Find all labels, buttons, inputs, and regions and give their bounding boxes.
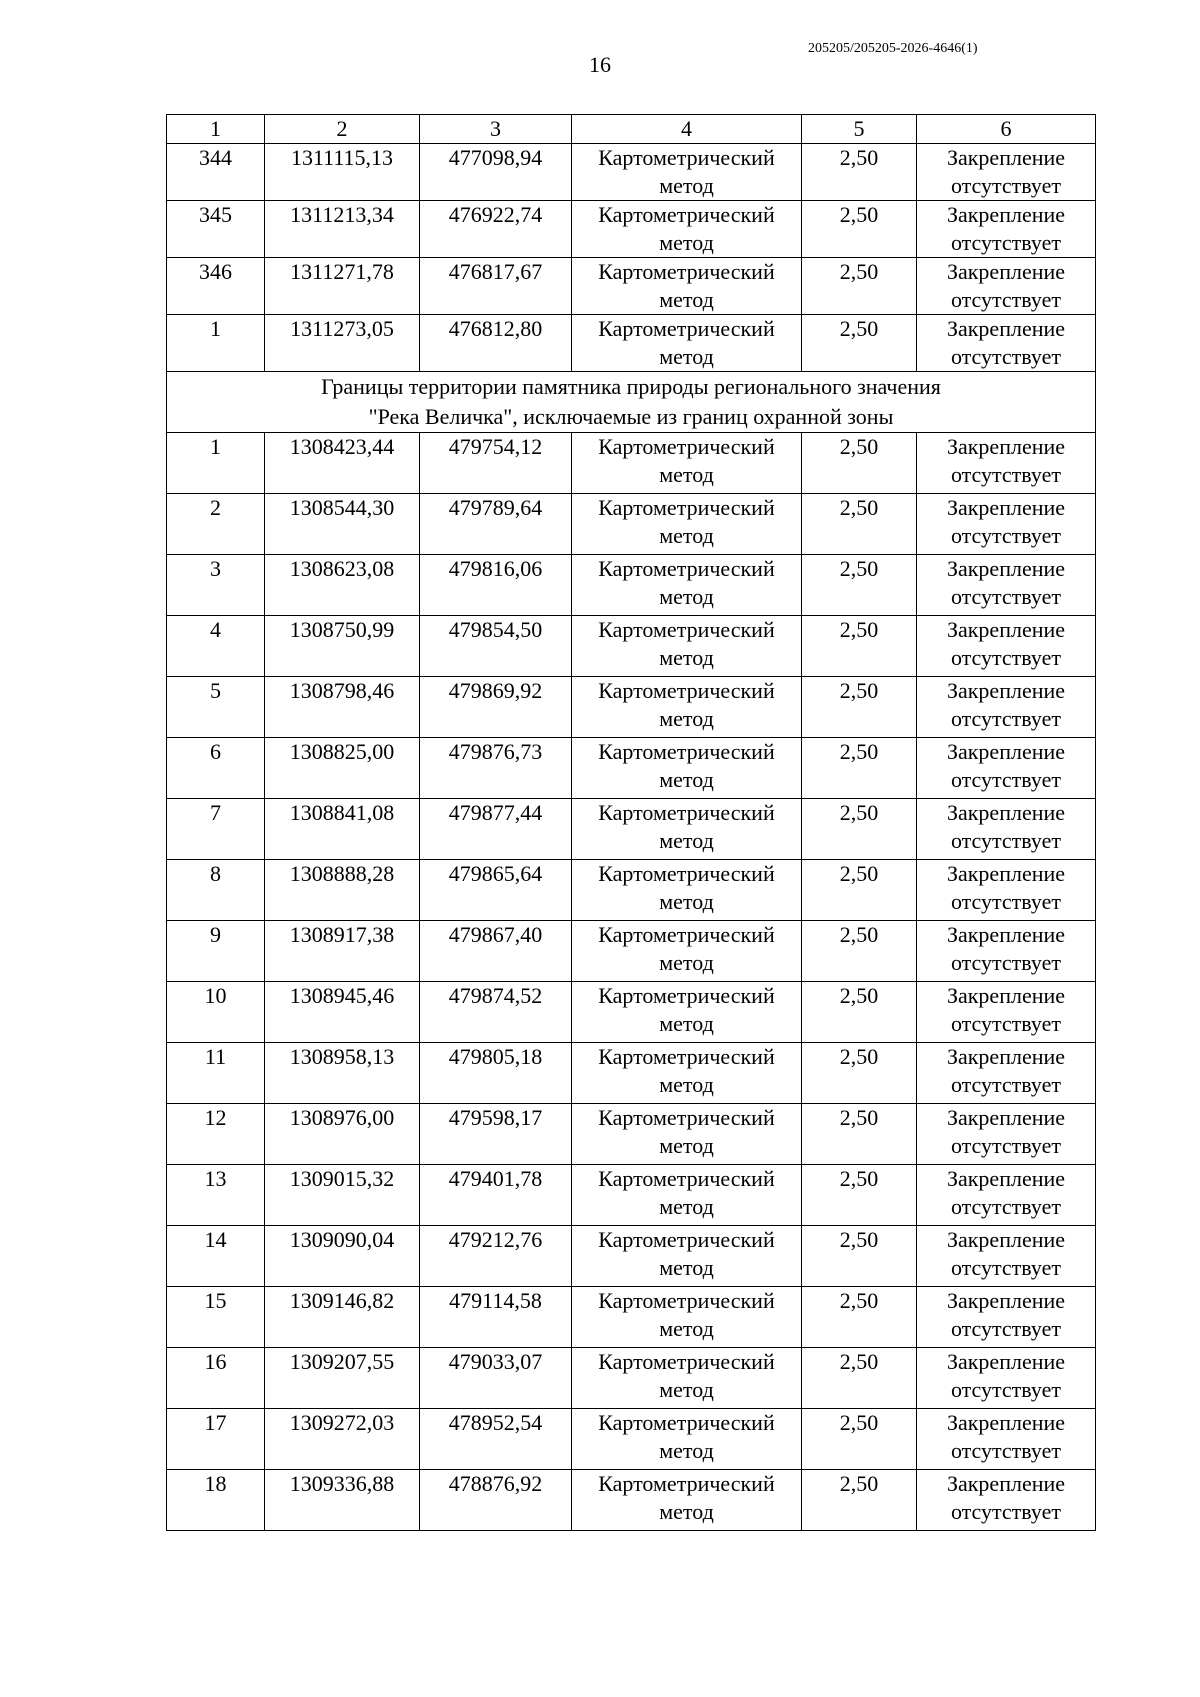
table-row — [167, 315, 1096, 372]
fixation-cell — [917, 1165, 1096, 1226]
accuracy-cell: 2,50 — [802, 258, 917, 315]
fixation-cell-line: отсутствует — [950, 889, 1062, 914]
fixation-cell-line: отсутствует — [950, 287, 1062, 312]
fixation-cell-line: отсутствует — [950, 1011, 1062, 1036]
method-cell — [572, 258, 802, 315]
fixation-cell-line: отсутствует — [950, 1316, 1062, 1341]
coordinate-y-cell: 479876,73 — [420, 738, 572, 799]
method-cell-line: метод — [659, 1133, 714, 1158]
fixation-cell-line: отсутствует — [950, 344, 1062, 369]
fixation-cell-line: Закрепление — [946, 1044, 1066, 1069]
coordinate-x-cell: 1311271,78 — [265, 258, 420, 315]
fixation-cell-line: Закрепление — [946, 202, 1066, 227]
fixation-cell — [917, 201, 1096, 258]
fixation-cell-line: отсутствует — [950, 1377, 1062, 1402]
point-number-cell: 7 — [167, 799, 265, 860]
method-cell-line: метод — [659, 1499, 714, 1524]
column-header: 2 — [265, 115, 420, 144]
coordinate-y-cell: 479598,17 — [420, 1104, 572, 1165]
method-cell-line: Картометрический — [598, 1288, 775, 1313]
coordinate-y-cell: 479874,52 — [420, 982, 572, 1043]
accuracy-cell: 2,50 — [802, 982, 917, 1043]
coordinate-x-cell: 1308623,08 — [265, 555, 420, 616]
method-cell-line: Картометрический — [598, 983, 775, 1008]
accuracy-cell: 2,50 — [802, 738, 917, 799]
fixation-cell — [917, 494, 1096, 555]
table-row — [167, 555, 1096, 616]
method-cell-line: метод — [659, 645, 714, 670]
fixation-cell — [917, 738, 1096, 799]
fixation-cell-line: Закрепление — [946, 1166, 1066, 1191]
point-number-cell: 3 — [167, 555, 265, 616]
method-cell-line: Картометрический — [598, 739, 775, 764]
coordinate-y-cell: 479805,18 — [420, 1043, 572, 1104]
coordinate-x-cell: 1309272,03 — [265, 1409, 420, 1470]
fixation-cell-line: отсутствует — [950, 1072, 1062, 1097]
fixation-cell-line: отсутствует — [950, 173, 1062, 198]
point-number-cell: 11 — [167, 1043, 265, 1104]
coordinate-x-cell: 1309090,04 — [265, 1226, 420, 1287]
method-cell — [572, 1287, 802, 1348]
page-number: 16 — [589, 52, 611, 77]
method-cell-line: метод — [659, 1011, 714, 1036]
point-number-cell: 8 — [167, 860, 265, 921]
point-number-cell: 4 — [167, 616, 265, 677]
coordinate-x-cell: 1311213,34 — [265, 201, 420, 258]
method-cell — [572, 433, 802, 494]
accuracy-cell: 2,50 — [802, 677, 917, 738]
fixation-cell-line: Закрепление — [946, 861, 1066, 886]
point-number-cell: 1 — [167, 315, 265, 372]
coordinate-x-cell: 1308798,46 — [265, 677, 420, 738]
fixation-cell — [917, 433, 1096, 494]
method-cell-line: Картометрический — [598, 145, 775, 170]
method-cell-line: метод — [659, 706, 714, 731]
fixation-cell — [917, 555, 1096, 616]
fixation-cell-line: отсутствует — [950, 1133, 1062, 1158]
coordinate-y-cell: 479854,50 — [420, 616, 572, 677]
method-cell-line: Картометрический — [598, 434, 775, 459]
coordinate-x-cell: 1308945,46 — [265, 982, 420, 1043]
fixation-cell — [917, 1104, 1096, 1165]
accuracy-cell: 2,50 — [802, 315, 917, 372]
fixation-cell-line: отсутствует — [950, 1499, 1062, 1524]
accuracy-cell: 2,50 — [802, 616, 917, 677]
method-cell-line: Картометрический — [598, 678, 775, 703]
method-cell-line: метод — [659, 344, 714, 369]
method-cell-line: метод — [659, 1377, 714, 1402]
coordinate-y-cell: 478876,92 — [420, 1470, 572, 1531]
method-cell-line: Картометрический — [598, 861, 775, 886]
method-cell — [572, 201, 802, 258]
fixation-cell-line: Закрепление — [946, 556, 1066, 581]
coordinate-x-cell: 1309336,88 — [265, 1470, 420, 1531]
method-cell — [572, 1043, 802, 1104]
point-number-cell: 12 — [167, 1104, 265, 1165]
fixation-cell — [917, 1287, 1096, 1348]
accuracy-cell: 2,50 — [802, 1104, 917, 1165]
method-cell — [572, 738, 802, 799]
fixation-cell-line: Закрепление — [946, 1349, 1066, 1374]
method-cell — [572, 1409, 802, 1470]
point-number-cell: 346 — [167, 258, 265, 315]
method-cell-line: метод — [659, 1072, 714, 1097]
accuracy-cell: 2,50 — [802, 433, 917, 494]
fixation-cell-line: отсутствует — [950, 828, 1062, 853]
point-number-cell: 345 — [167, 201, 265, 258]
table-row — [167, 433, 1096, 494]
fixation-cell-line: Закрепление — [946, 983, 1066, 1008]
fixation-cell — [917, 1043, 1096, 1104]
coordinate-y-cell: 478952,54 — [420, 1409, 572, 1470]
table-row — [167, 494, 1096, 555]
accuracy-cell: 2,50 — [802, 494, 917, 555]
point-number-cell: 14 — [167, 1226, 265, 1287]
table-row — [167, 1226, 1096, 1287]
section-title — [167, 372, 1096, 433]
method-cell — [572, 921, 802, 982]
point-number-cell: 344 — [167, 144, 265, 201]
fixation-cell-line: Закрепление — [946, 678, 1066, 703]
point-number-cell: 5 — [167, 677, 265, 738]
column-header: 5 — [802, 115, 917, 144]
method-cell-line: метод — [659, 462, 714, 487]
section-title-line: Границы территории памятника природы регионального значения — [321, 374, 941, 399]
section-title-line: "Река Величка", исключаемые из границ охранной зоны — [368, 404, 894, 429]
method-cell-line: метод — [659, 523, 714, 548]
table-row — [167, 860, 1096, 921]
method-cell-line: метод — [659, 1255, 714, 1280]
fixation-cell-line: Закрепление — [946, 922, 1066, 947]
method-cell-line: Картометрический — [598, 617, 775, 642]
accuracy-cell: 2,50 — [802, 1348, 917, 1409]
point-number-cell: 9 — [167, 921, 265, 982]
coordinate-x-cell: 1308544,30 — [265, 494, 420, 555]
accuracy-cell: 2,50 — [802, 799, 917, 860]
method-cell-line: метод — [659, 1194, 714, 1219]
method-cell-line: метод — [659, 287, 714, 312]
fixation-cell-line: Закрепление — [946, 259, 1066, 284]
fixation-cell-line: отсутствует — [950, 584, 1062, 609]
point-number-cell: 2 — [167, 494, 265, 555]
table-row — [167, 799, 1096, 860]
coordinate-y-cell: 479401,78 — [420, 1165, 572, 1226]
coordinate-y-cell: 479867,40 — [420, 921, 572, 982]
coordinate-x-cell: 1308888,28 — [265, 860, 420, 921]
method-cell-line: метод — [659, 828, 714, 853]
accuracy-cell: 2,50 — [802, 1287, 917, 1348]
fixation-cell-line: отсутствует — [950, 1194, 1062, 1219]
coordinate-x-cell: 1311115,13 — [265, 144, 420, 201]
fixation-cell-line: Закрепление — [946, 434, 1066, 459]
fixation-cell — [917, 860, 1096, 921]
method-cell-line: Картометрический — [598, 1471, 775, 1496]
method-cell — [572, 494, 802, 555]
method-cell-line: Картометрический — [598, 495, 775, 520]
method-cell — [572, 1104, 802, 1165]
coordinate-x-cell: 1308958,13 — [265, 1043, 420, 1104]
coordinates-table — [166, 114, 1096, 1531]
coordinate-x-cell: 1308976,00 — [265, 1104, 420, 1165]
fixation-cell-line: отсутствует — [950, 706, 1062, 731]
method-cell-line: метод — [659, 230, 714, 255]
method-cell-line: метод — [659, 1438, 714, 1463]
table-row — [167, 1348, 1096, 1409]
method-cell — [572, 1165, 802, 1226]
method-cell — [572, 616, 802, 677]
point-number-cell: 1 — [167, 433, 265, 494]
table-row — [167, 1043, 1096, 1104]
coordinate-y-cell: 479869,92 — [420, 677, 572, 738]
method-cell-line: метод — [659, 584, 714, 609]
fixation-cell-line: отсутствует — [950, 1255, 1062, 1280]
fixation-cell-line: отсутствует — [950, 230, 1062, 255]
method-cell-line: метод — [659, 767, 714, 792]
accuracy-cell: 2,50 — [802, 555, 917, 616]
method-cell-line: Картометрический — [598, 1105, 775, 1130]
coordinate-x-cell: 1309207,55 — [265, 1348, 420, 1409]
fixation-cell-line: отсутствует — [950, 462, 1062, 487]
point-number-cell: 10 — [167, 982, 265, 1043]
fixation-cell-line: отсутствует — [950, 645, 1062, 670]
method-cell-line: Картометрический — [598, 259, 775, 284]
method-cell-line: Картометрический — [598, 1044, 775, 1069]
fixation-cell-line: отсутствует — [950, 950, 1062, 975]
method-cell — [572, 1470, 802, 1531]
coordinate-y-cell: 479789,64 — [420, 494, 572, 555]
table-row — [167, 616, 1096, 677]
point-number-cell: 13 — [167, 1165, 265, 1226]
method-cell-line: Картометрический — [598, 1227, 775, 1252]
accuracy-cell: 2,50 — [802, 1226, 917, 1287]
accuracy-cell: 2,50 — [802, 144, 917, 201]
accuracy-cell: 2,50 — [802, 201, 917, 258]
coordinate-x-cell: 1308825,00 — [265, 738, 420, 799]
coordinate-x-cell: 1308841,08 — [265, 799, 420, 860]
fixation-cell-line: отсутствует — [950, 1438, 1062, 1463]
fixation-cell-line: отсутствует — [950, 523, 1062, 548]
method-cell-line: Картометрический — [598, 922, 775, 947]
fixation-cell-line: Закрепление — [946, 1105, 1066, 1130]
table-row — [167, 677, 1096, 738]
coordinate-x-cell: 1309146,82 — [265, 1287, 420, 1348]
table-row — [167, 921, 1096, 982]
fixation-cell-line: Закрепление — [946, 1227, 1066, 1252]
table-header-row — [167, 115, 1096, 144]
fixation-cell-line: Закрепление — [946, 495, 1066, 520]
method-cell-line: метод — [659, 950, 714, 975]
fixation-cell — [917, 258, 1096, 315]
coordinate-x-cell: 1308423,44 — [265, 433, 420, 494]
coordinate-y-cell: 479877,44 — [420, 799, 572, 860]
fixation-cell — [917, 1348, 1096, 1409]
table-row — [167, 201, 1096, 258]
method-cell-line: Картометрический — [598, 1166, 775, 1191]
method-cell — [572, 677, 802, 738]
fixation-cell-line: Закрепление — [946, 739, 1066, 764]
fixation-cell-line: Закрепление — [946, 800, 1066, 825]
fixation-cell-line: Закрепление — [946, 145, 1066, 170]
method-cell — [572, 860, 802, 921]
table-row — [167, 738, 1096, 799]
method-cell-line: метод — [659, 889, 714, 914]
point-number-cell: 18 — [167, 1470, 265, 1531]
column-header: 4 — [572, 115, 802, 144]
table-row — [167, 1104, 1096, 1165]
method-cell — [572, 1226, 802, 1287]
column-header: 3 — [420, 115, 572, 144]
method-cell-line: Картометрический — [598, 800, 775, 825]
point-number-cell: 6 — [167, 738, 265, 799]
coordinate-y-cell: 479865,64 — [420, 860, 572, 921]
coordinate-y-cell: 479816,06 — [420, 555, 572, 616]
fixation-cell-line: Закрепление — [946, 1471, 1066, 1496]
fixation-cell — [917, 982, 1096, 1043]
accuracy-cell: 2,50 — [802, 1409, 917, 1470]
coordinate-y-cell: 479114,58 — [420, 1287, 572, 1348]
fixation-cell-line: Закрепление — [946, 617, 1066, 642]
section-title-row — [167, 372, 1096, 433]
fixation-cell — [917, 921, 1096, 982]
column-header: 1 — [167, 115, 265, 144]
table-body — [167, 115, 1096, 1531]
table-row — [167, 258, 1096, 315]
method-cell — [572, 1348, 802, 1409]
coordinate-x-cell: 1309015,32 — [265, 1165, 420, 1226]
fixation-cell-line: Закрепление — [946, 1410, 1066, 1435]
accuracy-cell: 2,50 — [802, 1043, 917, 1104]
table-row — [167, 1165, 1096, 1226]
fixation-cell-line: Закрепление — [946, 1288, 1066, 1313]
point-number-cell: 17 — [167, 1409, 265, 1470]
method-cell — [572, 315, 802, 372]
fixation-cell — [917, 315, 1096, 372]
fixation-cell — [917, 144, 1096, 201]
table-row — [167, 1470, 1096, 1531]
document-code: 205205/205205-2026-4646(1) — [808, 41, 978, 56]
coordinate-x-cell: 1308750,99 — [265, 616, 420, 677]
method-cell — [572, 799, 802, 860]
coordinate-y-cell: 479754,12 — [420, 433, 572, 494]
method-cell-line: Картометрический — [598, 316, 775, 341]
fixation-cell — [917, 1409, 1096, 1470]
method-cell-line: Картометрический — [598, 1410, 775, 1435]
coordinate-y-cell: 476812,80 — [420, 315, 572, 372]
fixation-cell-line: Закрепление — [946, 316, 1066, 341]
coordinate-x-cell: 1308917,38 — [265, 921, 420, 982]
coordinate-y-cell: 479033,07 — [420, 1348, 572, 1409]
accuracy-cell: 2,50 — [802, 921, 917, 982]
method-cell-line: Картометрический — [598, 1349, 775, 1374]
coordinate-y-cell: 476922,74 — [420, 201, 572, 258]
coordinate-x-cell: 1311273,05 — [265, 315, 420, 372]
method-cell — [572, 555, 802, 616]
coordinate-y-cell: 477098,94 — [420, 144, 572, 201]
accuracy-cell: 2,50 — [802, 860, 917, 921]
method-cell-line: Картометрический — [598, 556, 775, 581]
column-header: 6 — [917, 115, 1096, 144]
method-cell-line: Картометрический — [598, 202, 775, 227]
coordinate-y-cell: 476817,67 — [420, 258, 572, 315]
fixation-cell — [917, 799, 1096, 860]
method-cell — [572, 982, 802, 1043]
method-cell-line: метод — [659, 173, 714, 198]
table-row — [167, 144, 1096, 201]
table-row — [167, 1287, 1096, 1348]
fixation-cell — [917, 677, 1096, 738]
fixation-cell — [917, 616, 1096, 677]
table-row — [167, 982, 1096, 1043]
method-cell-line: метод — [659, 1316, 714, 1341]
table-row — [167, 1409, 1096, 1470]
accuracy-cell: 2,50 — [802, 1470, 917, 1531]
fixation-cell-line: отсутствует — [950, 767, 1062, 792]
accuracy-cell: 2,50 — [802, 1165, 917, 1226]
point-number-cell: 16 — [167, 1348, 265, 1409]
fixation-cell — [917, 1226, 1096, 1287]
method-cell — [572, 144, 802, 201]
fixation-cell — [917, 1470, 1096, 1531]
coordinate-y-cell: 479212,76 — [420, 1226, 572, 1287]
point-number-cell: 15 — [167, 1287, 265, 1348]
